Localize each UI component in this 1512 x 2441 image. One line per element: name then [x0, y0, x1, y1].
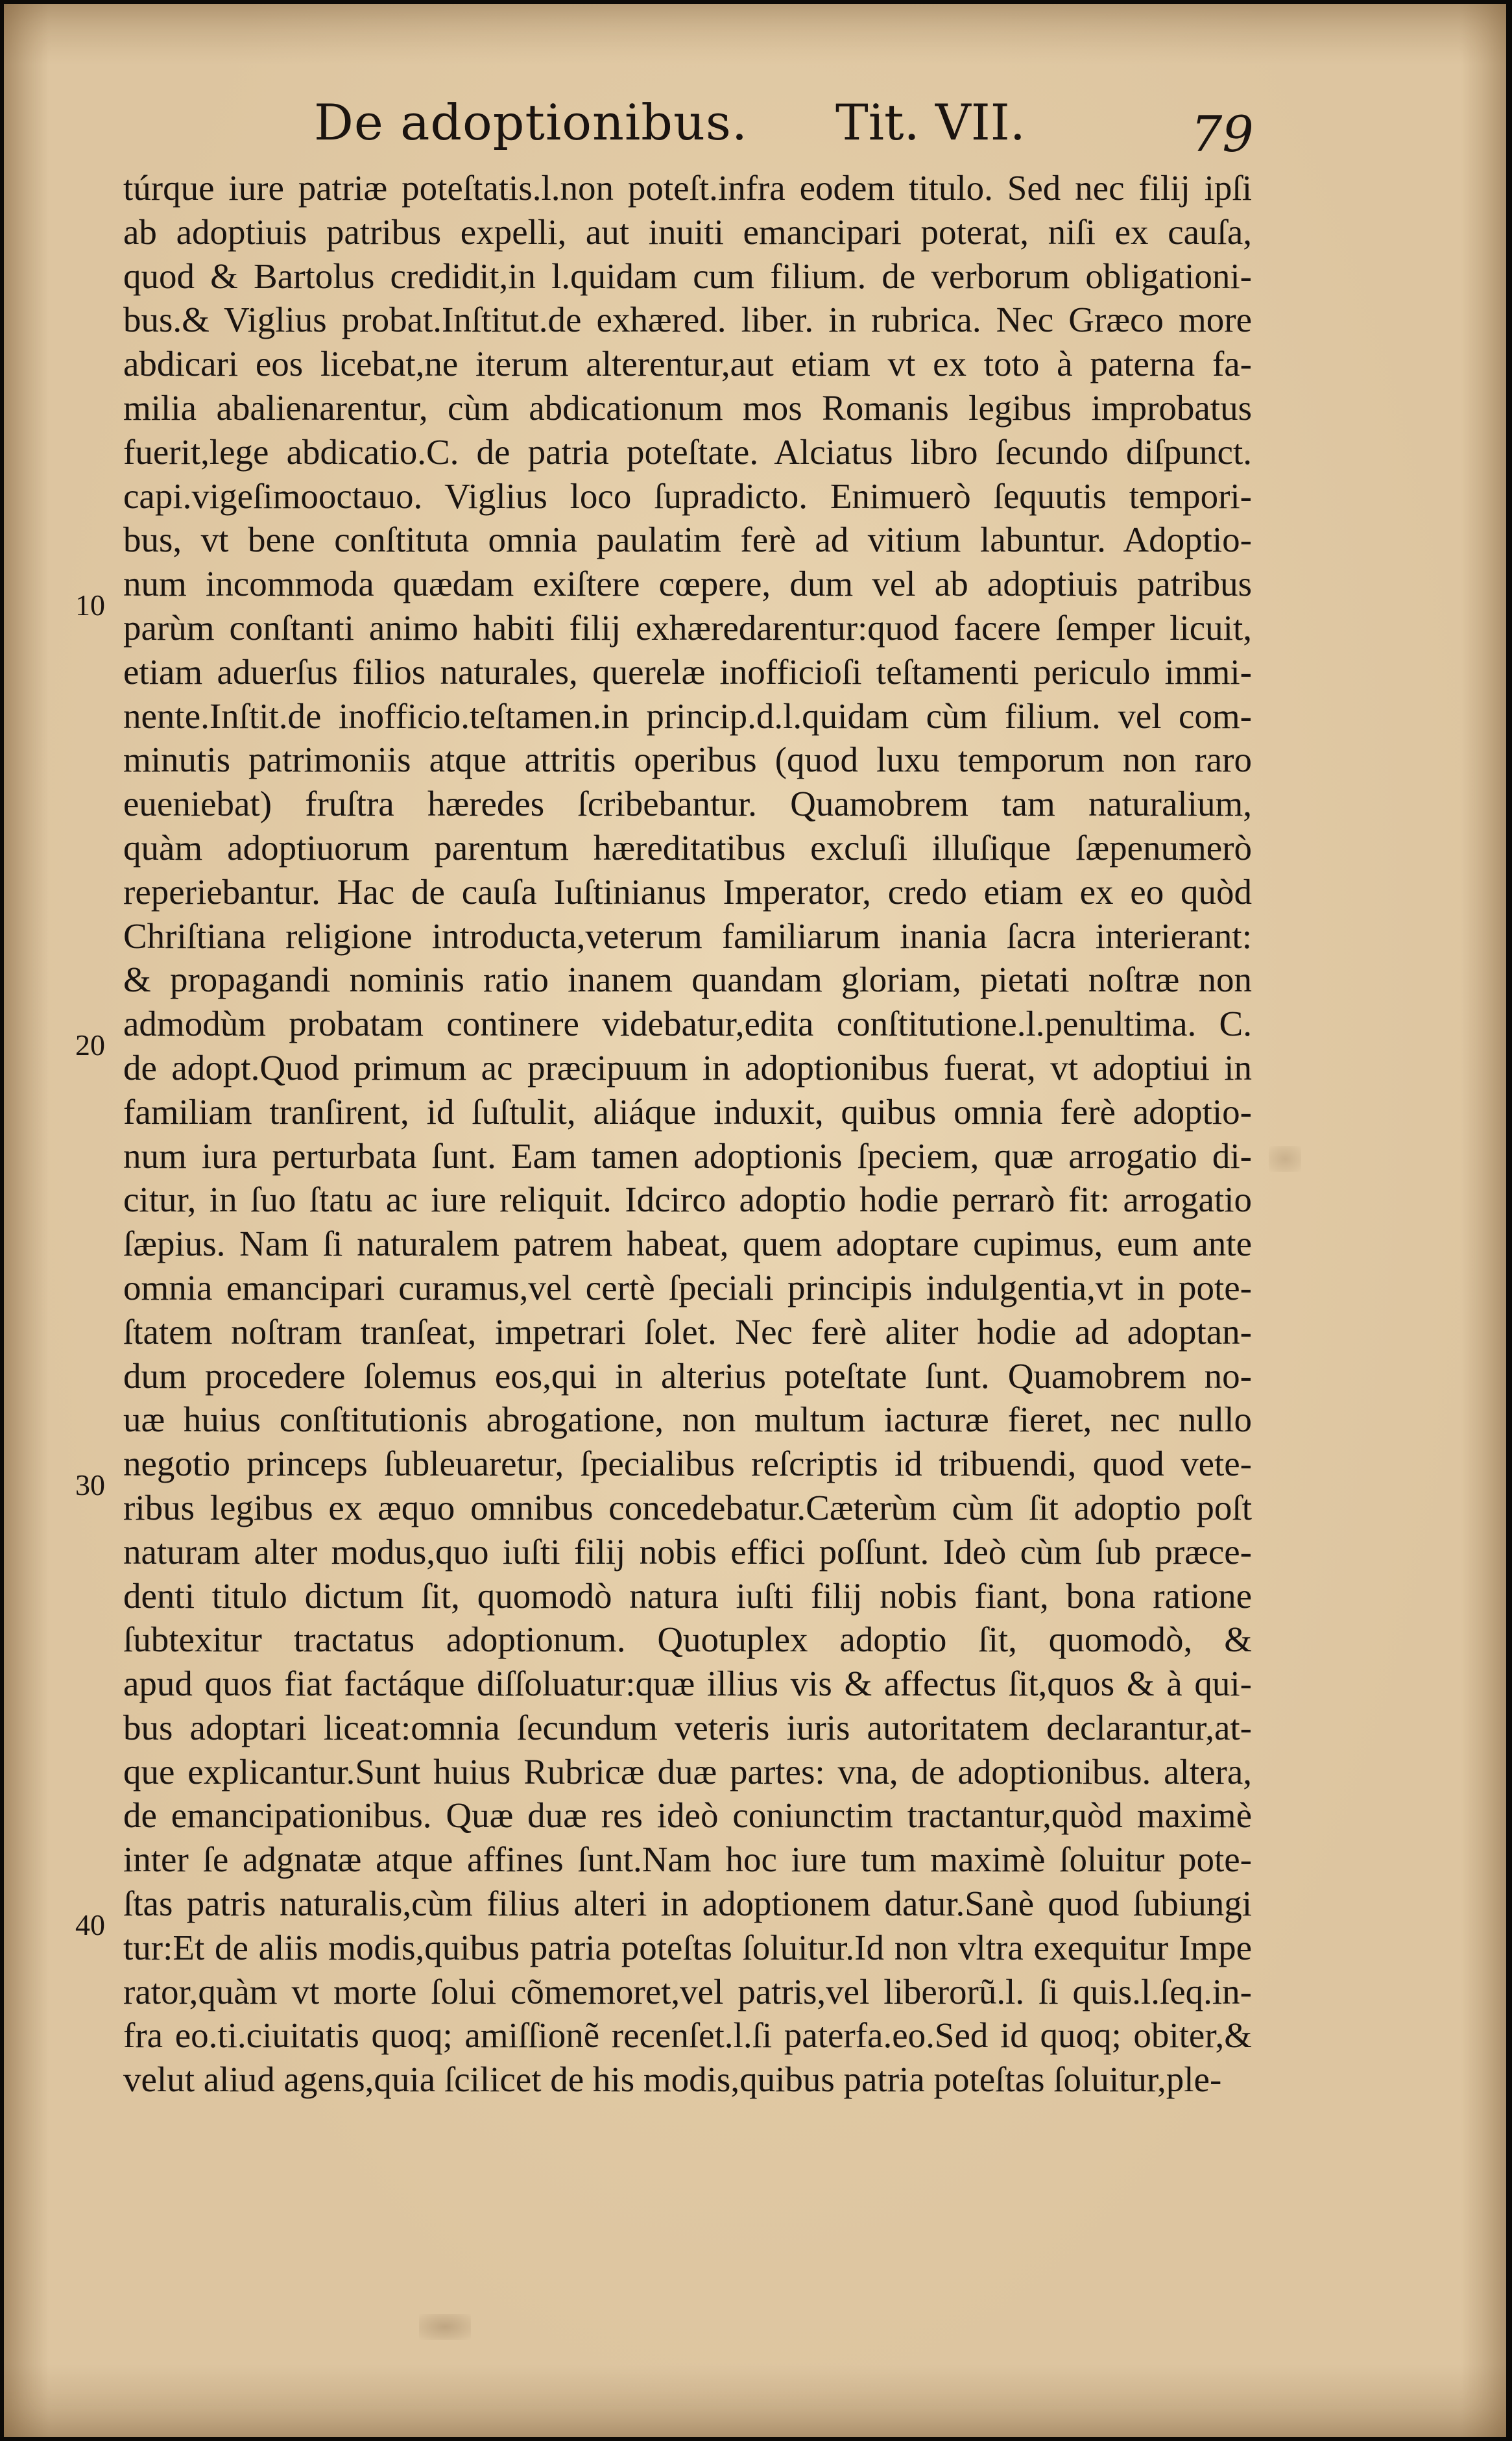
body-text: [123, 166, 1252, 2102]
page-title: De adoptionibus.: [314, 93, 749, 151]
text-line: de emancipationibus. Quæ duæ res ideò coniunctim tractantur,quòd maximè: [123, 1795, 1252, 1836]
text-line: parùm conſtanti animo habiti filij exhæredarentur:quod facere ſemper licuit,: [123, 607, 1252, 648]
text-line: milia abalienarentur, cùm abdicationum mos Romanis legibus improbatus: [123, 387, 1252, 428]
text-line: minutis patrimoniis atque attritis operibus (quod luxu temporum non raro: [123, 740, 1252, 780]
text-line: denti titulo dictum ſit, quomodò natura iuſti filij nobis fiant, bona ratione: [123, 1575, 1252, 1616]
text-line: inter ſe adgnatæ atque affines ſunt.Nam hoc iure tum maximè ſoluitur pote-: [123, 1840, 1252, 1880]
text-line: uæ huius conſtitutionis abrogatione, non multum iacturæ fieret, nec nullo: [123, 1400, 1252, 1440]
text-line: bus adoptari liceat:omnia ſecundum veteris iuris autoritatem declarantur,at-: [123, 1707, 1252, 1747]
text-line: dum procedere ſolemus eos,qui in alterius poteſtate ſunt. Quamobrem no-: [123, 1355, 1252, 1396]
text-line: etiam aduerſus filios naturales, querelæ inofficioſi teſtamenti periculo immi-: [123, 651, 1252, 692]
text-line: de adopt.Quod primum ac præcipuum in adoptionibus fuerat, vt adoptiui in: [123, 1047, 1252, 1087]
text-line: ſtas patris naturalis,cùm filius alteri in adoptionem datur.Sanè quod ſubiungi: [123, 1884, 1252, 1924]
running-header: [4, 88, 1506, 163]
text-line: capi.vigeſimooctauo. Viglius loco ſupradicto. Enimuerò ſequutis tempori-: [123, 476, 1252, 516]
text-line: abdicari eos licebat,ne iterum alterentur,aut etiam vt ex toto à paterna fa-: [123, 344, 1252, 384]
text-line: negotio princeps ſubleuaretur, ſpecialibus reſcriptis id tribuendi, quod vete-: [123, 1444, 1252, 1484]
text-line: ab adoptiuis patribus expelli, aut inuiti emancipari poterat, niſi ex cauſa,: [123, 212, 1252, 252]
text-line: bus, vt bene conſtituta omnia paulatim ferè ad vitium labuntur. Adoptio-: [123, 520, 1252, 560]
text-line: ſæpius. Nam ſi naturalem patrem habeat, quem adoptare cupimus, eum ante: [123, 1224, 1252, 1264]
text-line: admodùm probatam continere videbatur,edita conſtitutione.l.penultima. C.: [123, 1004, 1252, 1044]
text-line: nente.Inſtit.de inofficio.teſtamen.in princip.d.l.quidam cùm filium. vel com-: [123, 696, 1252, 736]
text-line: túrque iure patriæ poteſtatis.l.non poteſt.infra eodem titulo. Sed nec filij ipſi: [123, 168, 1252, 208]
text-line: & propagandi nominis ratio inanem quandam gloriam, pietati noſtræ non: [123, 960, 1252, 1000]
page-number: 79: [1191, 105, 1254, 163]
text-line: naturam alter modus,quo iuſti filij nobis effici poſſunt. Ideò cùm ſub præce-: [123, 1531, 1252, 1572]
text-line: fuerit,lege abdicatio.C. de patria poteſtate. Alciatus libro ſecundo diſpunct.: [123, 431, 1252, 472]
text-line: fra eo.ti.ciuitatis quoq; amiſſionẽ recenſet.l.ſi paterfa.eo.Sed id quoq; obiter,&: [123, 2015, 1252, 2056]
text-line: tur:Et de aliis modis,quibus patria poteſtas ſoluitur.Id non vltra exequitur Impe: [123, 1927, 1252, 1967]
text-line: familiam tranſirent, id ſuſtulit, aliáque induxit, quibus omnia ferè adoptio-: [123, 1091, 1252, 1132]
text-line: velut aliud agens,quia ſcilicet de his modis,quibus patria poteſtas ſoluitur,ple-: [123, 2059, 1222, 2100]
text-line: ribus legibus ex æquo omnibus concedebatur.Cæterùm cùm ſit adoptio poſt: [123, 1487, 1252, 1527]
paper-stain: [419, 2314, 471, 2340]
margin-line-number-40: 40: [75, 1908, 105, 1941]
margin-line-number-30: 30: [75, 1468, 105, 1501]
text-line: eueniebat) fruſtra hæredes ſcribebantur. Quamobrem tam naturalium,: [123, 784, 1252, 824]
text-line: reperiebantur. Hac de cauſa Iuſtinianus Imperator, credo etiam ex eo quòd: [123, 871, 1252, 912]
book-page: [4, 4, 1506, 2437]
text-line: bus.& Viglius probat.Inſtitut.de exhæred. liber. in rubrica. Nec Græco more: [123, 300, 1252, 340]
text-line: num incommoda quædam exiſtere cœpere, dum vel ab adoptiuis patribus: [123, 564, 1252, 604]
paper-stain: [1269, 1146, 1301, 1172]
margin-line-number-10: 10: [75, 589, 105, 622]
text-line: apud quos fiat factáque diſſoluatur:quæ illius vis & affectus ſit,quos & à qui-: [123, 1664, 1252, 1704]
text-line: Chriſtiana religione introducta,veterum familiarum inania ſacra interierant:: [123, 916, 1252, 956]
text-line: ſubtexitur tractatus adoptionum. Quotuplex adoptio ſit, quomodò, &: [123, 1620, 1252, 1660]
title-number: Tit. VII.: [835, 93, 1026, 151]
text-line: ſtatem noſtram tranſeat, impetrari ſolet. Nec ferè aliter hodie ad adoptan-: [123, 1311, 1252, 1352]
text-line: num iura perturbata ſunt. Eam tamen adoptionis ſpeciem, quæ arrogatio di-: [123, 1135, 1252, 1176]
text-line: omnia emancipari curamus,vel certè ſpeciali principis indulgentia,vt in pote-: [123, 1267, 1252, 1307]
text-line: citur, in ſuo ſtatu ac iure reliquit. Idcirco adoptio hodie perrarò fit: arrogatio: [123, 1180, 1252, 1220]
text-line: quod & Bartolus credidit,in l.quidam cum filium. de verborum obligationi-: [123, 256, 1252, 296]
margin-line-number-20: 20: [75, 1028, 105, 1062]
text-line: rator,quàm vt morte ſolui cõmemoret,vel patris,vel liberorũ.l. ſi quis.l.ſeq.in-: [123, 1971, 1252, 2011]
text-line: quàm adoptiuorum parentum hæreditatibus excluſi illuſique ſæpenumerò: [123, 827, 1252, 868]
text-line: que explicantur.Sunt huius Rubricæ duæ partes: vna, de adoptionibus. altera,: [123, 1751, 1252, 1791]
